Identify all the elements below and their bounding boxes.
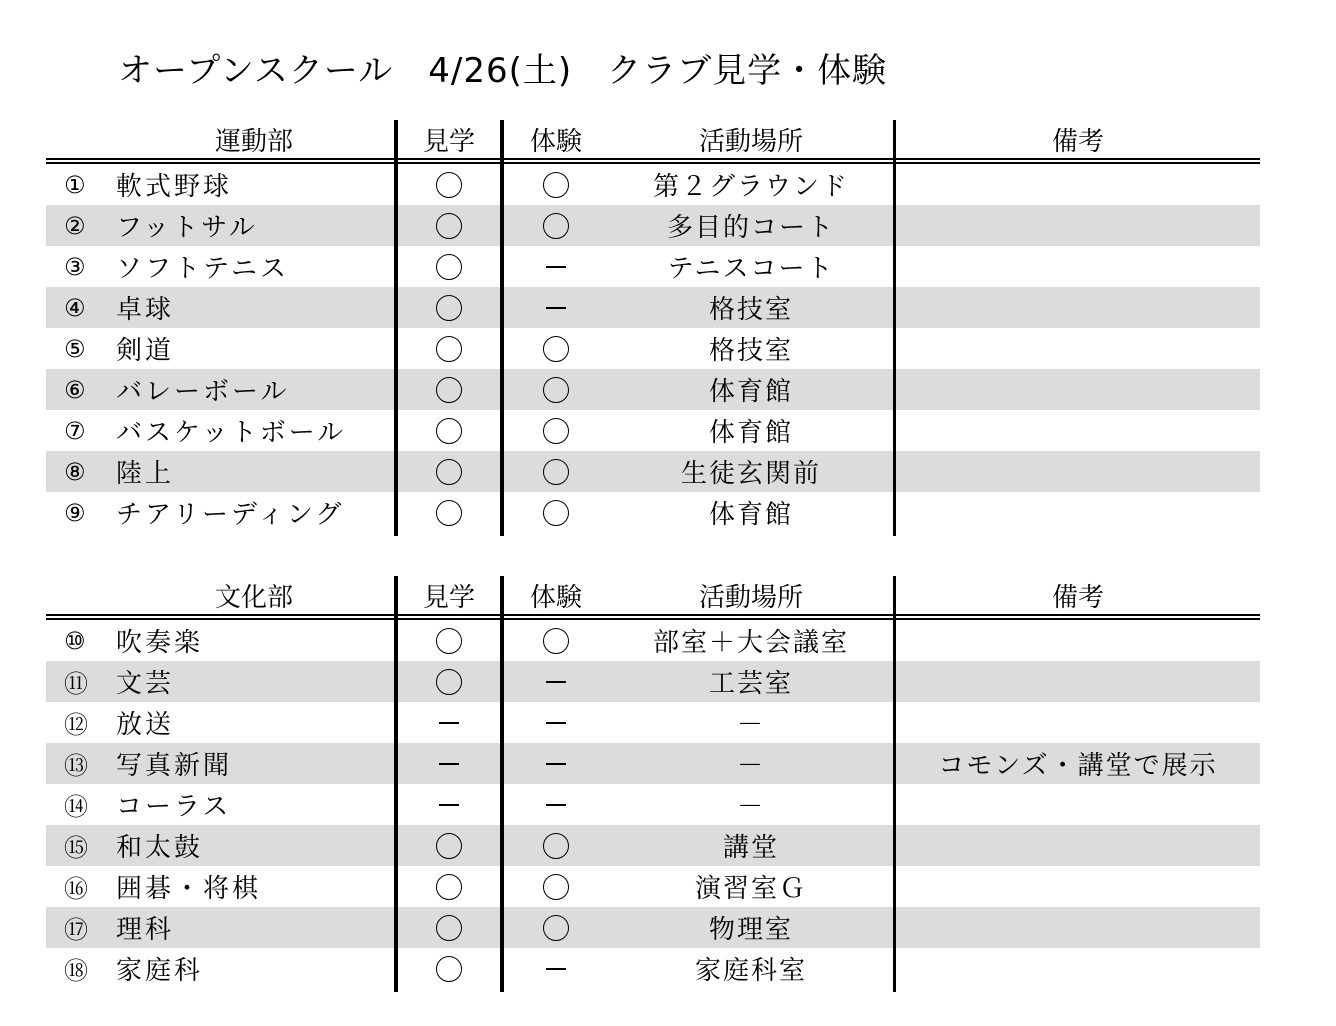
remarks <box>896 205 1260 246</box>
table-row <box>46 620 1260 661</box>
dash-mark-icon <box>546 266 566 268</box>
kengaku-mark <box>398 369 500 410</box>
taiken-mark <box>504 451 608 492</box>
kengaku-mark <box>398 328 500 369</box>
taiken-mark <box>504 702 608 743</box>
column-divider <box>893 120 896 536</box>
club-name: コーラス <box>116 792 232 822</box>
club-number: ⑩ <box>64 626 86 655</box>
activity-place: 生徒玄関前 <box>680 459 821 489</box>
circle-mark-icon <box>543 500 569 526</box>
activity-place: 講堂 <box>722 833 779 863</box>
club-number: ⑮ <box>64 834 88 862</box>
taiken-mark <box>504 369 608 410</box>
circle-mark-icon <box>436 669 462 695</box>
club-number: ⑬ <box>64 752 88 780</box>
remarks <box>896 164 1260 205</box>
club-number: ⑦ <box>64 416 86 445</box>
column-divider <box>500 576 504 992</box>
kengaku-mark <box>398 948 500 989</box>
kengaku-mark <box>398 784 500 825</box>
club-number: ⑪ <box>64 670 88 698</box>
circle-mark-icon <box>436 172 462 198</box>
circle-mark-icon <box>436 336 462 362</box>
club-number: ⑥ <box>64 375 86 404</box>
club-number: ② <box>64 211 86 240</box>
club-name: 放送 <box>116 710 175 740</box>
activity-place: 体育館 <box>708 500 793 530</box>
club-number: ① <box>64 170 86 199</box>
kengaku-mark <box>398 410 500 451</box>
club-number: ⑫ <box>64 711 88 739</box>
kengaku-mark <box>398 866 500 907</box>
remarks <box>896 492 1260 533</box>
kengaku-mark <box>398 492 500 533</box>
club-name: 剣道 <box>116 336 175 366</box>
table-row <box>46 661 1260 702</box>
remarks <box>896 369 1260 410</box>
dash-mark-icon <box>546 722 566 724</box>
dash-mark-icon <box>439 722 459 724</box>
activity-place: 多目的コート <box>666 213 835 243</box>
activity-place: 演習室Ｇ <box>694 874 807 904</box>
activity-place: 格技室 <box>708 295 793 325</box>
kengaku-mark <box>398 907 500 948</box>
kengaku-mark <box>398 164 500 205</box>
kengaku-mark <box>398 661 500 702</box>
taiken-mark <box>504 246 608 287</box>
table-row <box>46 246 1260 287</box>
club-number: ⑧ <box>64 457 86 486</box>
club-name: フットサル <box>116 213 258 243</box>
header-kengaku: 見学 <box>422 126 475 157</box>
circle-mark-icon <box>436 915 462 941</box>
activity-place: 家庭科室 <box>694 956 807 986</box>
activity-place: 部室＋大会議室 <box>652 628 849 658</box>
club-name: 軟式野球 <box>116 172 233 202</box>
kengaku-mark <box>398 743 500 784</box>
activity-place: － <box>736 710 765 740</box>
club-name: 卓球 <box>116 295 175 325</box>
taiken-mark <box>504 907 608 948</box>
club-name: 陸上 <box>116 459 175 489</box>
remarks <box>896 620 1260 661</box>
dash-mark-icon <box>439 804 459 806</box>
kengaku-mark <box>398 702 500 743</box>
taiken-mark <box>504 948 608 989</box>
table-row <box>46 205 1260 246</box>
remarks <box>896 287 1260 328</box>
taiken-mark <box>504 492 608 533</box>
activity-place: 工芸室 <box>708 669 793 699</box>
column-divider <box>394 576 398 992</box>
kengaku-mark <box>398 205 500 246</box>
club-number: ⑱ <box>64 957 88 985</box>
activity-place: 体育館 <box>708 377 793 407</box>
club-name: バスケットボール <box>116 418 347 448</box>
remarks <box>896 825 1260 866</box>
circle-mark-icon <box>543 336 569 362</box>
club-name: 家庭科 <box>116 956 204 986</box>
remarks <box>896 451 1260 492</box>
dash-mark-icon <box>546 307 566 309</box>
remarks: コモンズ・講堂で展示 <box>938 751 1218 781</box>
table-row <box>46 866 1260 907</box>
club-name: 写真新聞 <box>116 751 233 781</box>
dash-mark-icon <box>546 681 566 683</box>
header-category: 文化部 <box>214 582 293 613</box>
column-divider <box>893 576 896 992</box>
table-row <box>46 328 1260 369</box>
dash-mark-icon <box>546 804 566 806</box>
table-row <box>46 784 1260 825</box>
table-row <box>46 369 1260 410</box>
kengaku-mark <box>398 620 500 661</box>
header-kengaku: 見学 <box>422 582 475 613</box>
table-row <box>46 287 1260 328</box>
club-name: バレーボール <box>116 377 290 407</box>
club-name: ソフトテニス <box>116 254 289 284</box>
header-place: 活動場所 <box>698 126 803 157</box>
table-row <box>46 410 1260 451</box>
culture-club-table <box>46 576 1260 989</box>
column-divider <box>500 120 504 536</box>
club-number: ⑤ <box>64 334 86 363</box>
dash-mark-icon <box>546 763 566 765</box>
taiken-mark <box>504 164 608 205</box>
header-taiken: 体験 <box>529 126 582 157</box>
club-number: ④ <box>64 293 86 322</box>
activity-place: 物理室 <box>708 915 793 945</box>
kengaku-mark <box>398 287 500 328</box>
remarks <box>896 661 1260 702</box>
circle-mark-icon <box>543 418 569 444</box>
circle-mark-icon <box>436 874 462 900</box>
table-row <box>46 948 1260 989</box>
column-divider <box>394 120 398 536</box>
header-note: 備考 <box>1051 126 1104 157</box>
activity-place: テニスコート <box>667 254 835 284</box>
page-title: オープンスクール 4/26(土) クラブ見学・体験 <box>118 51 888 91</box>
header-category: 運動部 <box>214 126 293 157</box>
circle-mark-icon <box>436 254 462 280</box>
taiken-mark <box>504 410 608 451</box>
activity-place: － <box>736 751 765 781</box>
table-row <box>46 164 1260 205</box>
remarks <box>896 702 1260 743</box>
taiken-mark <box>504 287 608 328</box>
circle-mark-icon <box>543 377 569 403</box>
remarks <box>896 866 1260 907</box>
sports-table-header <box>46 120 1260 164</box>
taiken-mark <box>504 743 608 784</box>
kengaku-mark <box>398 451 500 492</box>
club-number: ⑨ <box>64 498 86 527</box>
circle-mark-icon <box>436 500 462 526</box>
circle-mark-icon <box>436 956 462 982</box>
club-number: ⑭ <box>64 793 88 821</box>
activity-place: 体育館 <box>708 418 793 448</box>
circle-mark-icon <box>543 915 569 941</box>
taiken-mark <box>504 620 608 661</box>
kengaku-mark <box>398 246 500 287</box>
circle-mark-icon <box>543 172 569 198</box>
circle-mark-icon <box>436 833 462 859</box>
taiken-mark <box>504 866 608 907</box>
taiken-mark <box>504 661 608 702</box>
club-name: 和太鼓 <box>116 833 204 863</box>
circle-mark-icon <box>436 377 462 403</box>
culture-rows <box>46 620 1260 989</box>
header-note: 備考 <box>1051 582 1104 613</box>
remarks <box>896 328 1260 369</box>
circle-mark-icon <box>543 874 569 900</box>
club-name: 文芸 <box>116 669 175 699</box>
dash-mark-icon <box>439 763 459 765</box>
circle-mark-icon <box>436 213 462 239</box>
table-row <box>46 492 1260 533</box>
club-name: 囲碁・将棋 <box>116 874 262 904</box>
kengaku-mark <box>398 825 500 866</box>
circle-mark-icon <box>543 213 569 239</box>
circle-mark-icon <box>436 295 462 321</box>
remarks <box>896 410 1260 451</box>
taiken-mark <box>504 205 608 246</box>
activity-place: 第２グラウンド <box>652 172 849 202</box>
remarks <box>896 246 1260 287</box>
activity-place: 格技室 <box>708 336 793 366</box>
table-row <box>46 451 1260 492</box>
circle-mark-icon <box>436 459 462 485</box>
club-name: チアリーディング <box>116 500 345 530</box>
table-row <box>46 743 1260 784</box>
club-number: ⑯ <box>64 875 88 903</box>
table-row <box>46 702 1260 743</box>
circle-mark-icon <box>436 628 462 654</box>
remarks <box>896 948 1260 989</box>
circle-mark-icon <box>543 628 569 654</box>
culture-table-header <box>46 576 1260 620</box>
table-row <box>46 825 1260 866</box>
club-number: ③ <box>64 252 86 281</box>
header-taiken: 体験 <box>529 582 582 613</box>
activity-place: － <box>736 792 765 822</box>
club-name: 理科 <box>116 915 175 945</box>
club-number: ⑰ <box>64 916 88 944</box>
circle-mark-icon <box>543 459 569 485</box>
taiken-mark <box>504 784 608 825</box>
remarks <box>896 907 1260 948</box>
club-name: 吹奏楽 <box>116 628 204 658</box>
sports-club-table <box>46 120 1260 533</box>
table-row <box>46 907 1260 948</box>
taiken-mark <box>504 825 608 866</box>
circle-mark-icon <box>436 418 462 444</box>
remarks <box>896 784 1260 825</box>
sports-rows <box>46 164 1260 533</box>
header-place: 活動場所 <box>698 582 803 613</box>
dash-mark-icon <box>546 968 566 970</box>
circle-mark-icon <box>543 833 569 859</box>
taiken-mark <box>504 328 608 369</box>
